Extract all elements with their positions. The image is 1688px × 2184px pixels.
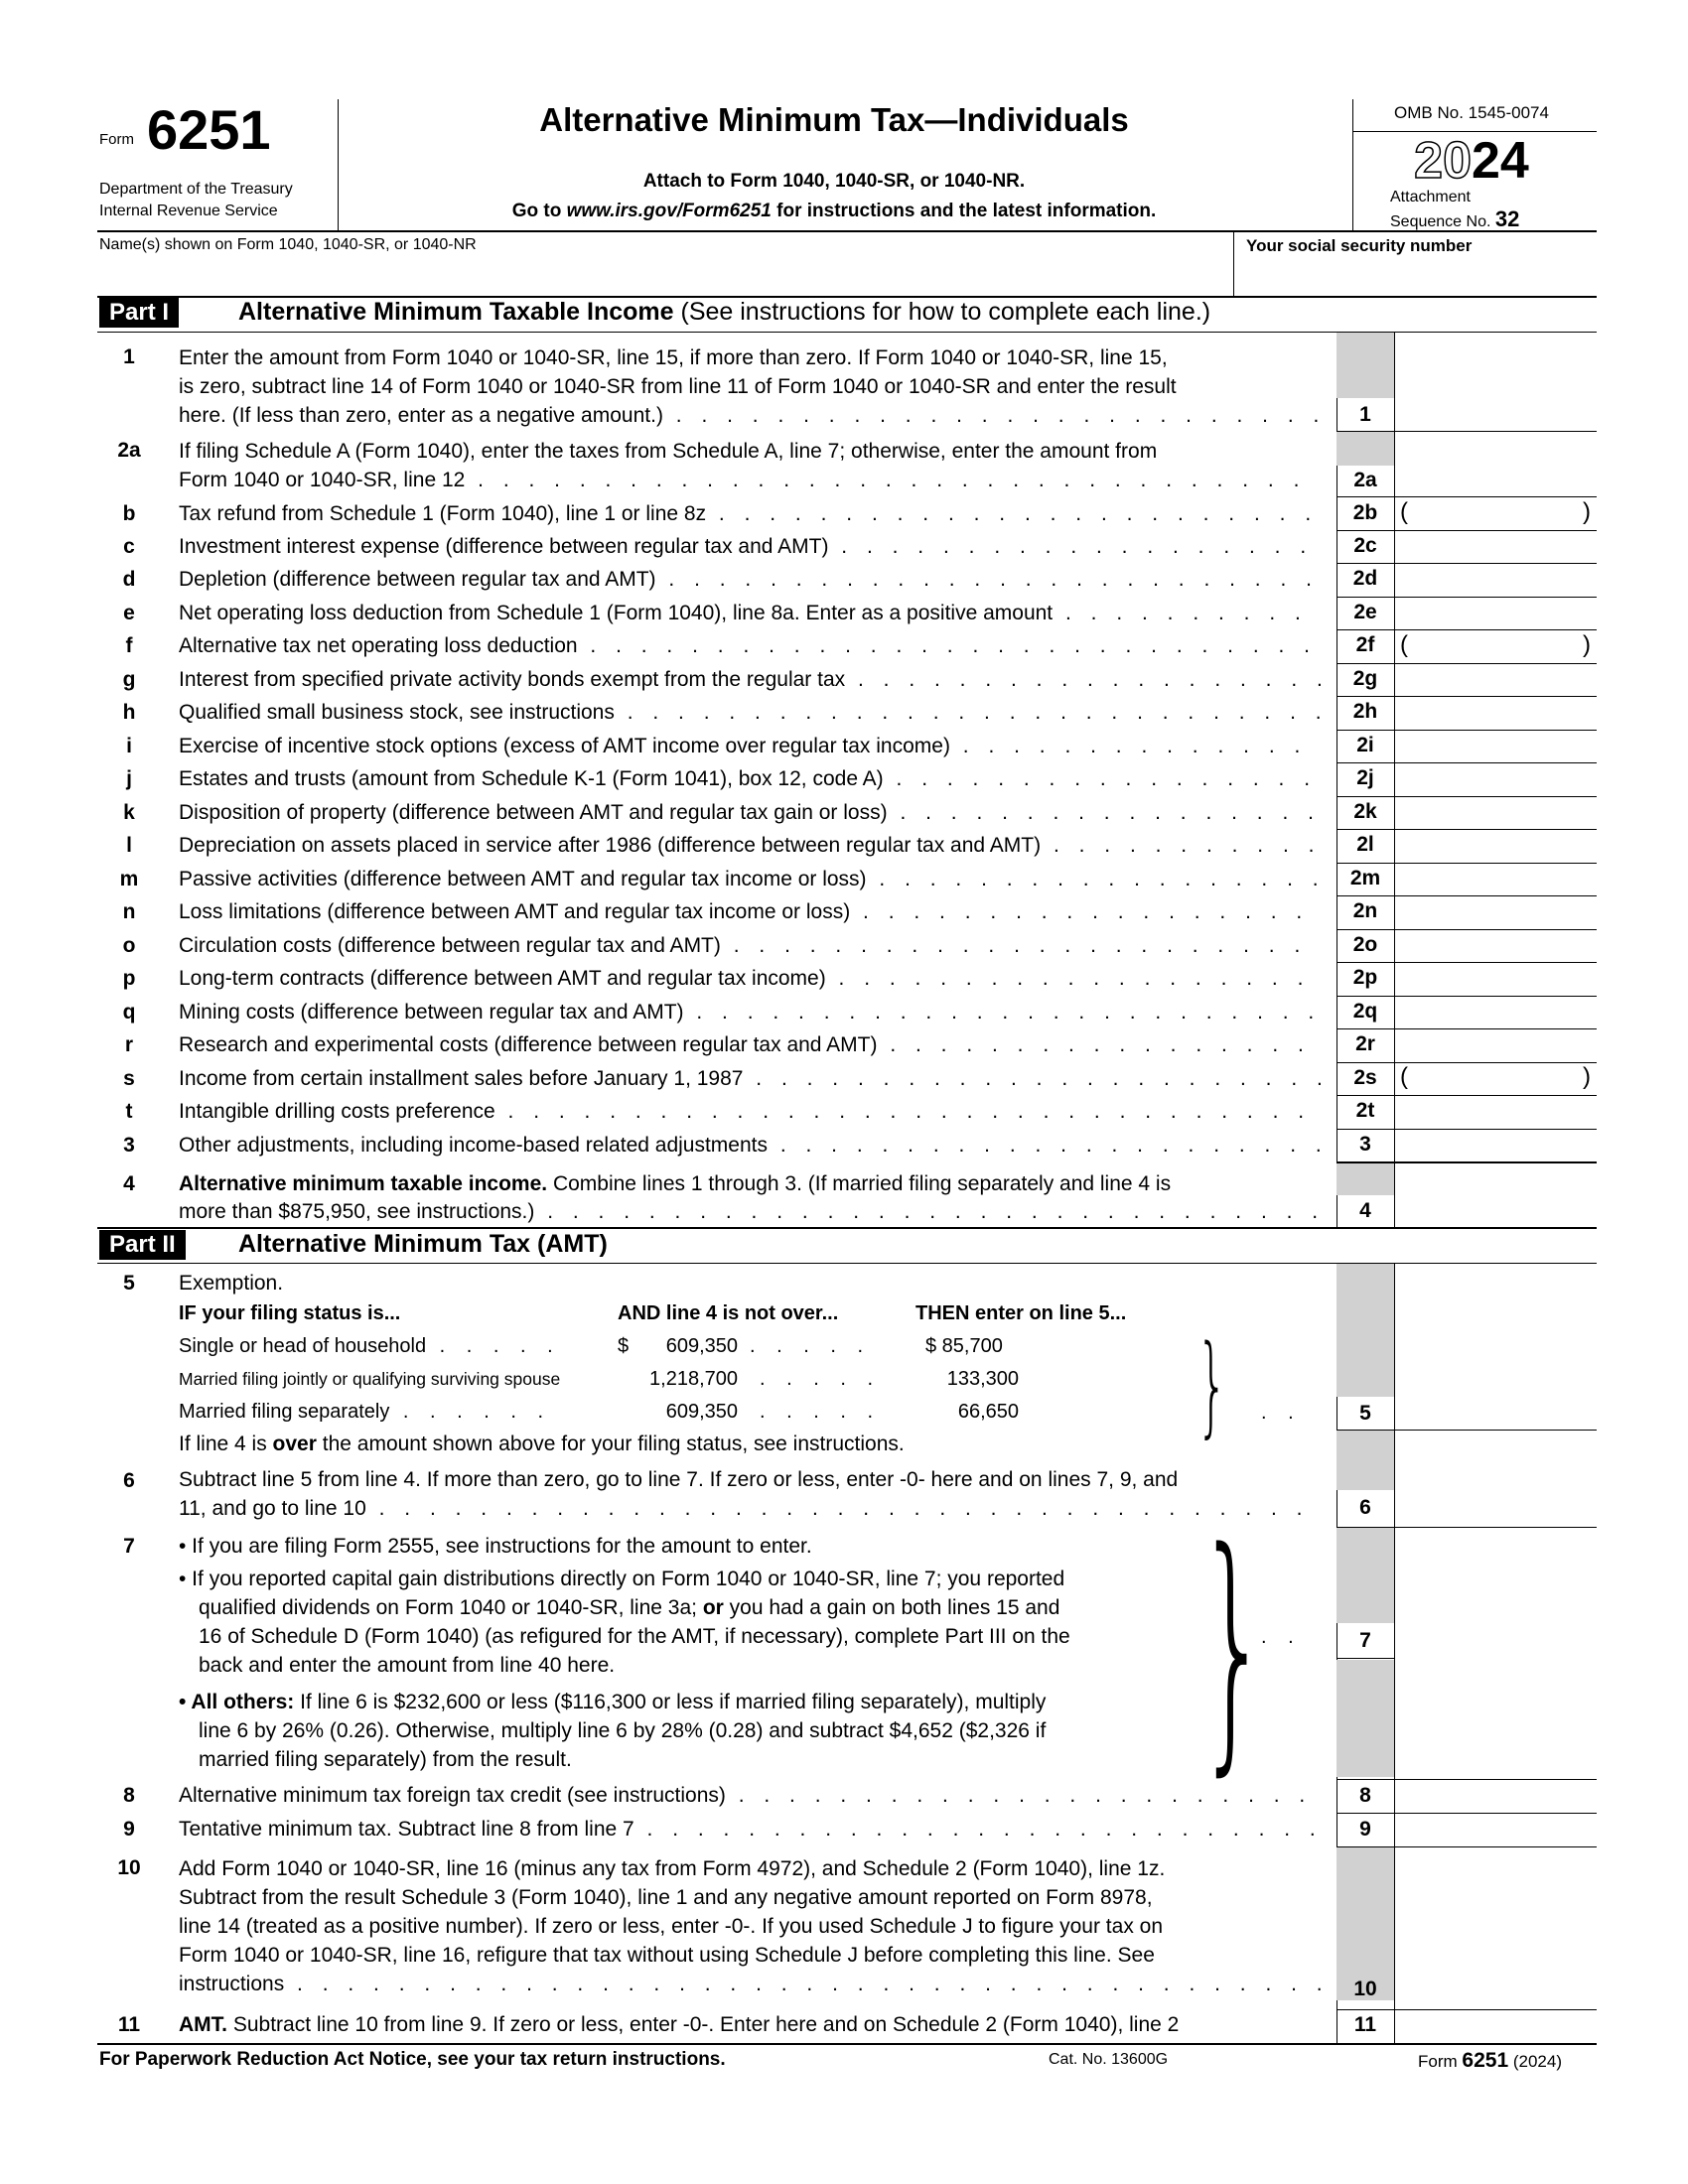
- line-2n-text: Loss limitations (difference between AMT and regular tax income or loss) . . .: [179, 897, 1321, 926]
- line-2l-box-label: 2l: [1356, 833, 1374, 856]
- catalog-number: Cat. No. 13600G: [1049, 2051, 1169, 2068]
- goto-instruction: Go to www.irs.gov/Form6251 for instructions and the latest information.: [511, 201, 1157, 221]
- line-5-box-label: 5: [1359, 1402, 1371, 1425]
- line-6-box-label: 6: [1359, 1496, 1371, 1519]
- line-2i-amount[interactable]: [1396, 732, 1595, 761]
- line-4-box-label: 4: [1359, 1199, 1371, 1222]
- line-2i-box-label: 2i: [1356, 734, 1374, 756]
- line-2l-amount[interactable]: [1396, 831, 1595, 861]
- line-6-number: 6: [123, 1469, 135, 1492]
- line-2j-box-label: 2j: [1356, 766, 1374, 789]
- line-5-amount[interactable]: [1396, 1265, 1595, 1428]
- line-8-amount[interactable]: [1396, 1781, 1595, 1811]
- line-1-number: 1: [123, 345, 135, 368]
- line-2f-text: Alternative tax net operating loss deduction . . .: [179, 631, 1321, 660]
- line-2q-number: q: [122, 1001, 136, 1024]
- line-2k-number: k: [123, 801, 135, 824]
- exemption-row-1-amount: $ 85,700: [925, 1335, 1003, 1357]
- name-field-label: Name(s) shown on Form 1040, 1040-SR, or 1040-NR: [99, 236, 477, 253]
- line-7-bullet-3-b: line 6 by 26% (0.26). Otherwise, multiply line 6 by 28% (0.28) and subtract $4,652 ($2,326 if: [199, 1719, 1047, 1742]
- tax-year: 2024: [1414, 132, 1529, 190]
- line-2e-text: Net operating loss deduction from Schedule 1 (Form 1040), line 8a. Enter as a positive amount . . .: [179, 599, 1321, 627]
- line-2n-amount[interactable]: [1396, 897, 1595, 927]
- line-7-brace: }: [1196, 1498, 1271, 1798]
- line-10-text: Add Form 1040 or 1040-SR, line 16 (minus any tax from Form 4972), and Schedule 2 (Form 1040), line 1z.: [179, 1857, 1166, 1880]
- line-2g-number: g: [122, 668, 136, 691]
- part1-title: Alternative Minimum Taxable Income (See instructions for how to complete each line.): [238, 298, 1211, 326]
- line-2j-amount[interactable]: [1396, 764, 1595, 794]
- line-2b-box-label: 2b: [1352, 501, 1378, 524]
- footer-form-id: Form 6251 (2024): [1418, 2049, 1562, 2072]
- exemption-row-1-status: Single or head of household . . . . .: [179, 1335, 561, 1357]
- line-7-bullet-2-b: qualified dividends on Form 1040 or 1040-SR, line 3a; or you had a gain on both lines 15 and: [199, 1596, 1060, 1619]
- line-2o-box-label: 2o: [1352, 933, 1378, 956]
- line-2p-box-label: 2p: [1352, 966, 1378, 989]
- line-2s-box-label: 2s: [1353, 1066, 1377, 1089]
- line-2b-number: b: [122, 502, 136, 525]
- line-10-text-2: Subtract from the result Schedule 3 (Form 1040), line 1 and any negative amount reported on Form 8978,: [179, 1886, 1153, 1909]
- line-2c-box-label: 2c: [1353, 534, 1377, 557]
- line-2m-box-label: 2m: [1349, 867, 1381, 889]
- irs-label: Internal Revenue Service: [99, 203, 278, 219]
- line-8-box-label: 8: [1359, 1784, 1371, 1807]
- line-10-text-3: line 14 (treated as a positive number). If zero or less, enter -0-. If you used Schedule J to figure your tax on: [179, 1915, 1164, 1938]
- line-2r-box-label: 2r: [1355, 1032, 1375, 1055]
- line-11-text: AMT. Subtract line 10 from line 9. If zero or less, enter -0-. Enter here and on Schedule 2 (Form 1040), line 2: [179, 2013, 1180, 2036]
- form-word: Form: [99, 131, 134, 148]
- exemption-header-status: IF your filing status is...: [179, 1302, 401, 1324]
- line-2j-text: Estates and trusts (amount from Schedule K-1 (Form 1041), box 12, code A) . . .: [179, 764, 1321, 793]
- line-4-text: Alternative minimum taxable income. Combine lines 1 through 3. (If married filing separately and line 4 is: [179, 1172, 1172, 1195]
- line-2t-box-label: 2t: [1355, 1099, 1375, 1122]
- line-1-box-label: 1: [1359, 403, 1371, 426]
- exemption-row-3-amount: 66,650: [957, 1401, 1019, 1423]
- exemption-row-2-amount: 133,300: [946, 1368, 1019, 1390]
- line-2q-text: Mining costs (difference between regular tax and AMT) . . .: [179, 998, 1321, 1026]
- line-2a-text: If filing Schedule A (Form 1040), enter the taxes from Schedule A, line 7; otherwise, enter the amount from: [179, 440, 1158, 463]
- line-2q-amount[interactable]: [1396, 998, 1595, 1027]
- line-9-amount[interactable]: [1396, 1815, 1595, 1844]
- line-2m-text: Passive activities (difference between AMT and regular tax income or loss) . . .: [179, 865, 1321, 893]
- line-2s-amount[interactable]: [1410, 1064, 1579, 1094]
- line-10-number: 10: [117, 1856, 141, 1879]
- line-2p-text: Long-term contracts (difference between AMT and regular tax income) . . .: [179, 964, 1321, 993]
- exemption-header-limit: AND line 4 is not over...: [618, 1302, 839, 1324]
- line-4-text-2: more than $875,950, see instructions.) . . .: [179, 1197, 1321, 1226]
- line-2m-amount[interactable]: [1396, 865, 1595, 894]
- line-8-number: 8: [123, 1784, 135, 1807]
- line-2o-number: o: [122, 934, 136, 957]
- exemption-header-amount: THEN enter on line 5...: [915, 1302, 1127, 1324]
- line-2r-amount[interactable]: [1396, 1030, 1595, 1060]
- line-8-text: Alternative minimum tax foreign tax credit (see instructions) . . .: [179, 1781, 1321, 1810]
- line-2d-text: Depletion (difference between regular tax and AMT) . . .: [179, 565, 1321, 594]
- exemption-row-2-limit: 1,218,700: [649, 1368, 738, 1390]
- line-2h-text: Qualified small business stock, see instructions . . .: [179, 698, 1321, 727]
- line-10-text-4: Form 1040 or 1040-SR, line 16, refigure that tax without using Schedule J before completing this line. See: [179, 1944, 1155, 1967]
- line-7-bullet-2-c: 16 of Schedule D (Form 1040) (as refigured for the AMT, if necessary), complete Part III on the: [199, 1625, 1070, 1648]
- line-2d-box-label: 2d: [1352, 567, 1378, 590]
- line-6-text-2: 11, and go to line 10 . . .: [179, 1494, 1321, 1523]
- exemption-row-1-dollar: $: [618, 1335, 630, 1357]
- line-3-number: 3: [123, 1134, 135, 1157]
- line-4-amount[interactable]: [1396, 1163, 1595, 1225]
- line-1-amount[interactable]: [1396, 334, 1595, 429]
- ssn-field[interactable]: [1241, 254, 1594, 294]
- line-1-text-3: here. (If less than zero, enter as a negative amount.) . . .: [179, 401, 1321, 430]
- line-2d-amount[interactable]: [1396, 565, 1595, 595]
- line-2k-box-label: 2k: [1353, 800, 1377, 823]
- line-10-amount[interactable]: [1396, 1848, 1595, 2007]
- line-3-box-label: 3: [1359, 1133, 1371, 1156]
- line-11-amount[interactable]: [1396, 2011, 1595, 2041]
- line-2o-amount[interactable]: [1396, 931, 1595, 961]
- line-2p-number: p: [122, 967, 136, 990]
- part1-tag: Part I: [99, 298, 179, 328]
- line-2k-text: Disposition of property (difference between AMT and regular tax gain or loss) . . .: [179, 798, 1321, 827]
- line-2g-text: Interest from specified private activity bonds exempt from the regular tax . . .: [179, 665, 1321, 694]
- line-7-bullet-3-c: married filing separately) from the result.: [199, 1748, 572, 1771]
- line-2e-number: e: [123, 602, 135, 624]
- line-2q-box-label: 2q: [1352, 1000, 1378, 1023]
- line-2a-text-2: Form 1040 or 1040-SR, line 12 . . .: [179, 466, 1321, 494]
- form-title: Alternative Minimum Tax—Individuals: [539, 101, 1129, 138]
- line-7-box-label: 7: [1359, 1629, 1371, 1652]
- line-2a-amount[interactable]: [1396, 433, 1595, 494]
- line-2a-number: 2a: [117, 439, 141, 462]
- line-2t-amount[interactable]: [1396, 1097, 1595, 1127]
- line-5-over-note: If line 4 is over the amount shown above for your filing status, see instructions.: [179, 1433, 905, 1455]
- line-5-number: 5: [123, 1272, 135, 1295]
- sequence-label: Sequence No. 32: [1390, 206, 1520, 231]
- line-2f-box-label: 2f: [1355, 633, 1375, 656]
- line-2e-amount[interactable]: [1396, 599, 1595, 628]
- line-2m-number: m: [119, 868, 139, 890]
- line-7-number: 7: [123, 1535, 135, 1558]
- line-2n-number: n: [122, 900, 136, 923]
- line-2p-amount[interactable]: [1396, 964, 1595, 994]
- line-2b-amount[interactable]: [1410, 498, 1579, 528]
- line-2s-text: Income from certain installment sales before January 1, 1987 . . .: [179, 1064, 1321, 1093]
- line-2i-number: i: [126, 735, 132, 757]
- line-2g-amount[interactable]: [1396, 665, 1595, 695]
- paperwork-notice: For Paperwork Reduction Act Notice, see your tax return instructions.: [99, 2049, 726, 2070]
- line-9-text: Tentative minimum tax. Subtract line 8 from line 7 . . .: [179, 1815, 1321, 1843]
- form-number: 6251: [147, 98, 271, 161]
- line-2k-amount[interactable]: [1396, 798, 1595, 828]
- line-2d-number: d: [122, 568, 136, 591]
- line-6-amount[interactable]: [1396, 1432, 1595, 1525]
- attach-instruction: Attach to Form 1040, 1040-SR, or 1040-NR.: [642, 171, 1026, 192]
- line-2g-box-label: 2g: [1352, 667, 1378, 690]
- ssn-field-label: Your social security number: [1246, 236, 1473, 255]
- line-7-bullet-3: • All others: If line 6 is $232,600 or less ($116,300 or less if married filing separately), multiply: [179, 1691, 1047, 1713]
- line-2c-amount[interactable]: [1396, 532, 1595, 562]
- omb-number: OMB No. 1545-0074: [1394, 103, 1549, 122]
- line-2c-number: c: [123, 535, 135, 558]
- line-2e-box-label: 2e: [1353, 601, 1377, 623]
- line-2r-number: r: [124, 1033, 134, 1056]
- line-2s-number: s: [123, 1067, 135, 1090]
- line-2h-amount[interactable]: [1396, 698, 1595, 728]
- irs-url[interactable]: www.irs.gov/Form6251: [566, 201, 772, 221]
- exemption-brace: }: [1196, 1321, 1228, 1448]
- line-2h-number: h: [122, 701, 136, 724]
- line-2t-number: t: [125, 1100, 133, 1123]
- exemption-row-3-status: Married filing separately . . . . . .: [179, 1401, 552, 1423]
- line-4-number: 4: [123, 1172, 135, 1195]
- line-2t-text: Intangible drilling costs preference . . .: [179, 1097, 1321, 1126]
- line-7-amount[interactable]: [1396, 1529, 1595, 1777]
- name-field[interactable]: [99, 254, 1231, 294]
- exemption-row-1-limit: 609,350: [665, 1335, 738, 1357]
- line-10-box-label: 10: [1353, 1978, 1377, 2000]
- line-2l-text: Depreciation on assets placed in service after 1986 (difference between regular tax and AMT) . . .: [179, 831, 1321, 860]
- line-6-text: Subtract line 5 from line 4. If more than zero, go to line 7. If zero or less, enter -0- here and on lines 7, 9, and: [179, 1468, 1179, 1491]
- line-7-bullet-1: • If you are filing Form 2555, see instructions for the amount to enter.: [179, 1535, 812, 1558]
- line-3-amount[interactable]: [1396, 1131, 1595, 1160]
- line-2h-box-label: 2h: [1352, 700, 1378, 723]
- line-2o-text: Circulation costs (difference between regular tax and AMT) . . .: [179, 931, 1321, 960]
- line-2b-text: Tax refund from Schedule 1 (Form 1040), line 1 or line 8z . . .: [179, 499, 1321, 528]
- dept-treasury: Department of the Treasury: [99, 181, 293, 198]
- line-2i-text: Exercise of incentive stock options (excess of AMT income over regular tax income) . . .: [179, 732, 1321, 760]
- line-1-text-2: is zero, subtract line 14 of Form 1040 or 1040-SR from line 11 of Form 1040 or 1040-SR and enter the result: [179, 375, 1177, 398]
- line-9-number: 9: [123, 1818, 135, 1841]
- line-11-box-label: 11: [1353, 2013, 1377, 2036]
- line-11-number: 11: [117, 2013, 141, 2036]
- line-2a-box-label: 2a: [1353, 469, 1377, 491]
- part2-title: Alternative Minimum Tax (AMT): [238, 1230, 608, 1258]
- part2-tag: Part II: [99, 1230, 186, 1260]
- exemption-row-2-status: Married filing jointly or qualifying surviving spouse: [179, 1369, 561, 1389]
- line-9-box-label: 9: [1359, 1818, 1371, 1841]
- line-5-text: Exemption.: [179, 1272, 284, 1295]
- line-1-text: Enter the amount from Form 1040 or 1040-SR, line 15, if more than zero. If Form 1040 or 1040-SR, line 15,: [179, 346, 1168, 369]
- line-3-text: Other adjustments, including income-based related adjustments . . .: [179, 1131, 1321, 1160]
- line-2l-number: l: [126, 834, 132, 857]
- line-2f-amount[interactable]: [1410, 631, 1579, 661]
- line-2r-text: Research and experimental costs (difference between regular tax and AMT) . . .: [179, 1030, 1321, 1059]
- line-2c-text: Investment interest expense (difference between regular tax and AMT) . . .: [179, 532, 1321, 561]
- exemption-row-3-limit: 609,350: [665, 1401, 738, 1423]
- line-2n-box-label: 2n: [1352, 899, 1378, 922]
- line-7-bullet-2-d: back and enter the amount from line 40 here.: [199, 1654, 616, 1677]
- line-7-bullet-2: • If you reported capital gain distributions directly on Form 1040 or 1040-SR, line 7; you reported: [179, 1568, 1065, 1590]
- line-10-text-5: instructions . . .: [179, 1970, 1321, 1998]
- line-2j-number: j: [126, 767, 132, 790]
- attachment-label: Attachment: [1390, 189, 1471, 205]
- line-2f-number: f: [125, 634, 133, 657]
